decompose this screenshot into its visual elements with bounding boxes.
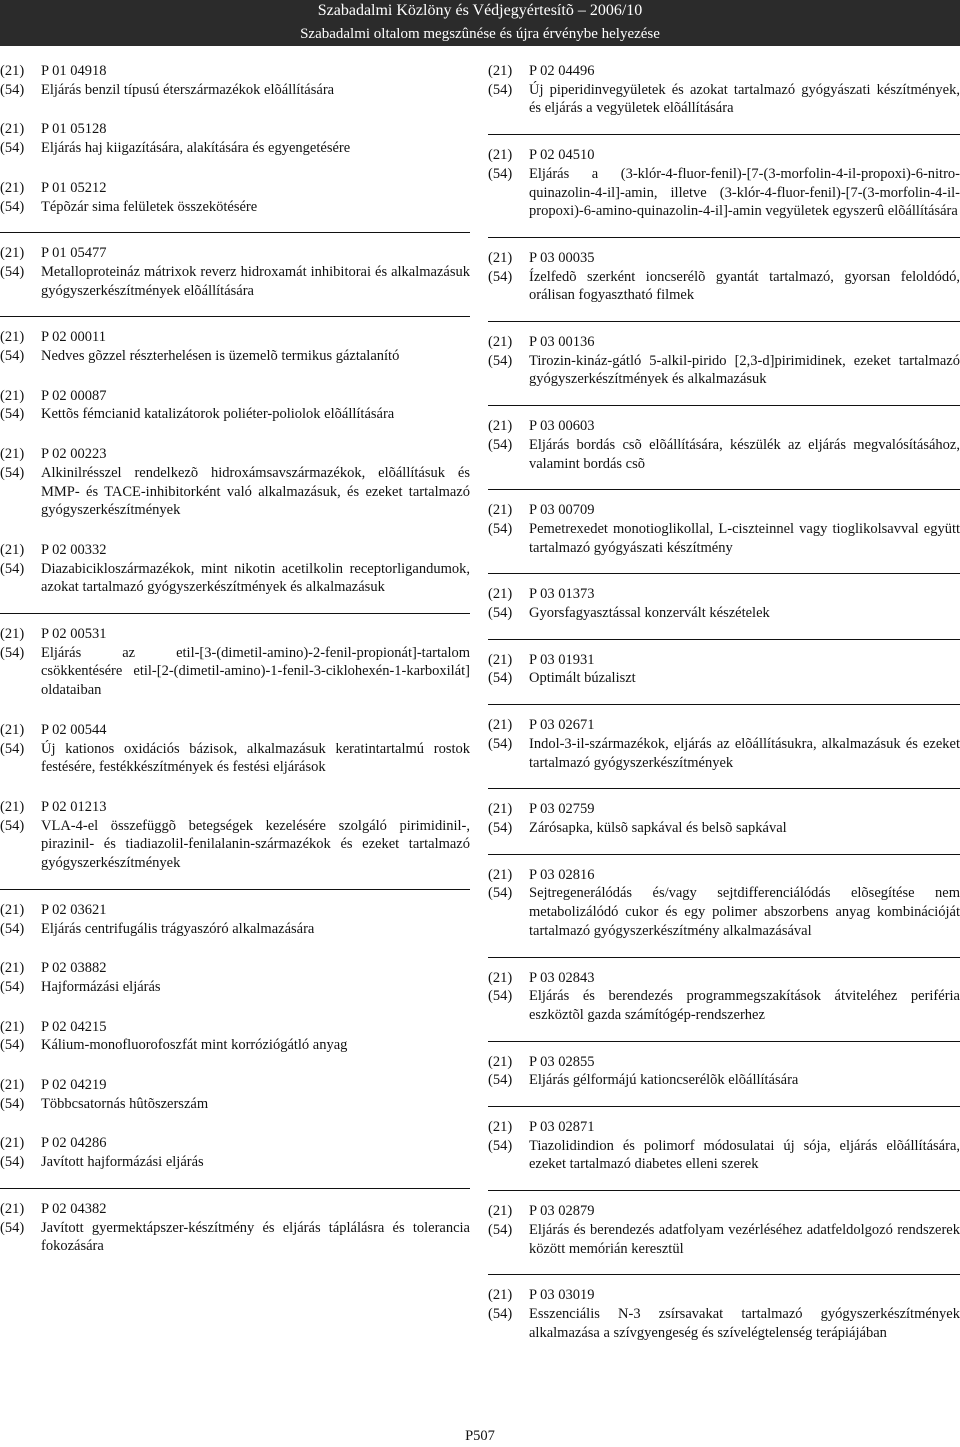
entry-spacer bbox=[0, 938, 470, 959]
inid-code-21: (21) bbox=[0, 329, 25, 346]
application-number: P 02 00223 bbox=[41, 446, 107, 463]
invention-title: Tépõzár sima felületek összekötésére bbox=[41, 198, 258, 215]
inid-code-21: (21) bbox=[488, 969, 513, 986]
application-number-line bbox=[488, 1202, 960, 1221]
invention-title: Zárósapka, külsõ sapkával és belsõ sapkával bbox=[529, 819, 787, 836]
inid-code-21: (21) bbox=[488, 586, 513, 603]
application-number-line bbox=[0, 244, 470, 263]
title-line bbox=[488, 1137, 960, 1174]
patent-entry bbox=[488, 1053, 960, 1090]
inid-code-54: (54) bbox=[0, 1037, 25, 1054]
inid-code-54: (54) bbox=[488, 605, 513, 622]
inid-code-54: (54) bbox=[488, 81, 513, 98]
entry-separator-rule bbox=[488, 704, 960, 705]
application-number: P 02 04510 bbox=[529, 147, 595, 164]
invention-title: Eljárás és berendezés adatfolyam vezérléséhez adatfeldolgozó rendszerek között memórián keresztül bbox=[529, 1221, 960, 1257]
inid-code-21: (21) bbox=[488, 249, 513, 266]
application-number-line bbox=[0, 625, 470, 644]
application-number-line bbox=[488, 1286, 960, 1305]
patent-entry bbox=[0, 1018, 470, 1055]
patent-entry bbox=[0, 1200, 470, 1256]
patent-entry bbox=[488, 146, 960, 221]
invention-title: Optimált búzaliszt bbox=[529, 670, 636, 687]
inid-code-54: (54) bbox=[0, 560, 25, 577]
application-number: P 02 04382 bbox=[41, 1200, 107, 1217]
patent-entry bbox=[0, 798, 470, 873]
application-number-line bbox=[488, 417, 960, 436]
inid-code-21: (21) bbox=[0, 1135, 25, 1152]
application-number-line bbox=[0, 1018, 470, 1037]
inid-code-54: (54) bbox=[488, 885, 513, 902]
patent-entry bbox=[488, 969, 960, 1025]
application-number-line bbox=[488, 800, 960, 819]
entry-separator-rule bbox=[488, 957, 960, 958]
invention-title: Metalloproteináz mátrixok reverz hidroxamát inhibitorai és alkalmazásuk gyógyszerkészítmények elõállítására bbox=[41, 263, 470, 299]
application-number: P 03 00603 bbox=[529, 418, 595, 435]
journal-title: Szabadalmi Közlöny és Védjegyértesítõ – 2006/10 bbox=[0, 0, 960, 22]
application-number: P 02 04219 bbox=[41, 1077, 107, 1094]
inid-code-21: (21) bbox=[0, 626, 25, 643]
inid-code-54: (54) bbox=[488, 1137, 513, 1154]
inid-code-54: (54) bbox=[488, 436, 513, 453]
invention-title: Eljárás az etil-[3-(dimetil-amino)-2-fenil-propionát]-tartalom csökkentésére etil-[2-(dimetil-amino)-1-fenil-3-ciklohexén-1-karboxilát] oldataiban bbox=[41, 644, 470, 699]
application-number: P 02 03621 bbox=[41, 901, 107, 918]
invention-title: Diazabicikloszármazékok, mint nikotin acetilkolin receptorligandumok, azokat tartalmazó gyógyszerkészítmények és alkalmazásuk bbox=[41, 560, 470, 596]
entry-separator-rule bbox=[0, 889, 470, 890]
invention-title: Kettõs fémcianid katalizátorok poliéter-poliolok elõállítására bbox=[41, 406, 395, 423]
application-number: P 02 00011 bbox=[41, 329, 106, 346]
application-number: P 03 02671 bbox=[529, 717, 595, 734]
inid-code-21: (21) bbox=[0, 1200, 25, 1217]
invention-title: Nedves gõzzel részterhelésen is üzemelõ termikus gáztalanító bbox=[41, 348, 400, 365]
entry-spacer bbox=[0, 158, 470, 179]
title-line bbox=[0, 347, 470, 366]
application-number: P 02 00087 bbox=[41, 387, 107, 404]
application-number: P 02 04496 bbox=[529, 63, 595, 79]
invention-title: Gyorsfagyasztással konzervált készételek bbox=[529, 605, 770, 622]
invention-title: Javított hajformázási eljárás bbox=[41, 1154, 204, 1171]
invention-title: Hajformázási eljárás bbox=[41, 978, 161, 995]
application-number: P 03 02879 bbox=[529, 1203, 595, 1220]
application-number: P 03 02855 bbox=[529, 1053, 595, 1070]
inid-code-21: (21) bbox=[488, 502, 513, 519]
application-number-line bbox=[488, 249, 960, 268]
invention-title: Sejtregenerálódás és/vagy sejtdifferenciálódás elõsegítése nem metabolizálódó cukor és egy polimer abszorbens anyag kombinációját tartalmazó gyógyszerkészítmény alkalmazásával bbox=[529, 885, 960, 939]
inid-code-54: (54) bbox=[488, 352, 513, 369]
title-line bbox=[0, 405, 470, 424]
inid-code-54: (54) bbox=[0, 644, 25, 661]
entry-separator-rule bbox=[488, 788, 960, 789]
application-number: P 02 00544 bbox=[41, 721, 107, 738]
application-number-line bbox=[488, 866, 960, 885]
patent-entry bbox=[0, 387, 470, 424]
application-number: P 03 01373 bbox=[529, 586, 595, 603]
application-number: P 01 04918 bbox=[41, 63, 107, 79]
entry-separator-rule bbox=[0, 613, 470, 614]
title-line bbox=[488, 819, 960, 838]
application-number: P 02 00332 bbox=[41, 541, 107, 558]
title-line bbox=[0, 139, 470, 158]
patent-entry bbox=[488, 651, 960, 688]
inid-code-21: (21) bbox=[488, 801, 513, 818]
invention-title: Eljárás a (3-klór-4-fluor-fenil)-[7-(3-morfolin-4-il-propoxi)-6-nitro-quinazolin-4-il]-amin, illetve (3-klór-4-fluor-fenil)-[7-(3-morfolin-4-il-propoxi)-6-amino-quinazolin-4-il]-amin vegyületek egyszerû elõállítására bbox=[529, 165, 960, 220]
invention-title: Alkinilrésszel rendelkezõ hidroxámsavszármazékok, elõállításuk és MMP- és TACE-inhibitorként való alkalmazásuk, és ezeket tartalmazó gyógyszerkészítmények bbox=[41, 464, 470, 519]
patent-entry bbox=[488, 1202, 960, 1258]
application-number-line bbox=[0, 387, 470, 406]
patent-entry bbox=[0, 959, 470, 996]
application-number: P 03 02843 bbox=[529, 969, 595, 986]
entry-separator-rule bbox=[0, 1188, 470, 1189]
entry-separator-rule bbox=[488, 573, 960, 574]
application-number-line bbox=[0, 541, 470, 560]
invention-title: Kálium-monofluorofoszfát mint korróziógátló anyag bbox=[41, 1037, 348, 1054]
title-line bbox=[0, 817, 470, 873]
title-line bbox=[488, 884, 960, 940]
entry-spacer bbox=[0, 997, 470, 1018]
application-number-line bbox=[0, 120, 470, 139]
application-number-line bbox=[0, 798, 470, 817]
invention-title: Többcsatornás hûtõszerszám bbox=[41, 1095, 209, 1112]
patent-entry bbox=[0, 625, 470, 700]
entry-separator-rule bbox=[488, 1274, 960, 1275]
patent-entry bbox=[488, 716, 960, 772]
invention-title: Javított gyermektápszer-készítmény és eljárás táplálásra és tolerancia fokozására bbox=[41, 1219, 470, 1255]
application-number-line bbox=[488, 501, 960, 520]
invention-title: Új piperidinvegyületek és azokat tartalmazó gyógyászati készítmények, és eljárás a vegyületek elõállítására bbox=[529, 81, 960, 117]
invention-title: Esszenciális N-3 zsírsavakat tartalmazó gyógyszerkészítmények alkalmazása a szívgyengeség és szívelégtelenség terápiájában bbox=[529, 1305, 960, 1341]
entry-spacer bbox=[0, 1113, 470, 1134]
inid-code-21: (21) bbox=[488, 63, 513, 79]
application-number: P 01 05212 bbox=[41, 179, 107, 196]
title-line bbox=[488, 735, 960, 772]
inid-code-21: (21) bbox=[0, 121, 25, 138]
inid-code-54: (54) bbox=[0, 348, 25, 365]
application-number: P 01 05477 bbox=[41, 245, 107, 262]
application-number: P 02 00531 bbox=[41, 626, 107, 643]
inid-code-54: (54) bbox=[488, 1305, 513, 1322]
patent-entry bbox=[488, 800, 960, 837]
title-line bbox=[0, 920, 470, 939]
title-line bbox=[488, 1071, 960, 1090]
inid-code-54: (54) bbox=[0, 198, 25, 215]
inid-code-54: (54) bbox=[488, 268, 513, 285]
title-line bbox=[0, 1153, 470, 1172]
application-number: P 03 01931 bbox=[529, 651, 595, 668]
application-number: P 02 04215 bbox=[41, 1018, 107, 1035]
left-column bbox=[0, 62, 470, 1256]
invention-title: Eljárás és berendezés programmegszakítások átviteléhez periféria eszköztõl gazda számítógép-rendszerhez bbox=[529, 988, 960, 1023]
entry-separator-rule bbox=[488, 1041, 960, 1042]
inid-code-21: (21) bbox=[488, 1203, 513, 1220]
entry-separator-rule bbox=[488, 321, 960, 322]
title-line bbox=[0, 1219, 470, 1256]
inid-code-21: (21) bbox=[0, 179, 25, 196]
application-number: P 03 02816 bbox=[529, 866, 595, 883]
inid-code-54: (54) bbox=[0, 81, 25, 98]
invention-title: Tirozin-kináz-gátló 5-alkil-pirido [2,3-d]pirimidinek, ezeket tartalmazó gyógyszerkészítmények és alkalmazásuk bbox=[529, 352, 960, 388]
inid-code-21: (21) bbox=[0, 63, 25, 79]
title-line bbox=[488, 1221, 960, 1258]
inid-code-21: (21) bbox=[0, 1018, 25, 1035]
inid-code-54: (54) bbox=[488, 1221, 513, 1238]
inid-code-21: (21) bbox=[0, 446, 25, 463]
application-number-line bbox=[0, 1200, 470, 1219]
inid-code-21: (21) bbox=[0, 245, 25, 262]
inid-code-54: (54) bbox=[488, 1072, 513, 1089]
application-number: P 03 00709 bbox=[529, 502, 595, 519]
title-line bbox=[0, 198, 470, 217]
invention-title: Ízelfedõ szerként ioncserélõ gyantát tartalmazó, gyorsan feloldódó, orálisan fogyasztható filmek bbox=[529, 268, 960, 304]
title-line bbox=[0, 740, 470, 777]
invention-title: Pemetrexedet monotioglikollal, L-ciszteinnel vagy tioglikolsavval együtt tartalmazó gyógyászati készítmény bbox=[529, 520, 960, 556]
patent-entry bbox=[488, 249, 960, 305]
inid-code-54: (54) bbox=[488, 819, 513, 836]
inid-code-54: (54) bbox=[488, 735, 513, 752]
application-number: P 02 01213 bbox=[41, 798, 107, 815]
inid-code-21: (21) bbox=[488, 1287, 513, 1304]
application-number-line bbox=[488, 1118, 960, 1137]
inid-code-54: (54) bbox=[0, 464, 25, 481]
application-number: P 02 03882 bbox=[41, 960, 107, 977]
entry-separator-rule bbox=[488, 237, 960, 238]
application-number-line bbox=[488, 62, 960, 81]
invention-title: Eljárás centrifugális trágyaszóró alkalmazására bbox=[41, 920, 315, 937]
title-line bbox=[0, 978, 470, 997]
patent-entry bbox=[488, 62, 960, 118]
application-number: P 03 00136 bbox=[529, 334, 595, 351]
patent-entry bbox=[0, 62, 470, 99]
invention-title: Indol-3-il-származékok, eljárás az elõállításukra, alkalmazásuk és ezeket tartalmazó gyógyszerkészítmények bbox=[529, 735, 960, 771]
title-line bbox=[488, 604, 960, 623]
application-number: P 01 05128 bbox=[41, 121, 107, 138]
inid-code-21: (21) bbox=[488, 334, 513, 351]
patent-entry bbox=[0, 1076, 470, 1113]
application-number: P 03 00035 bbox=[529, 249, 595, 266]
patent-entry bbox=[0, 244, 470, 300]
invention-title: Eljárás benzil típusú éterszármazékok elõállítására bbox=[41, 81, 335, 98]
application-number-line bbox=[488, 716, 960, 735]
title-line bbox=[488, 669, 960, 688]
inid-code-21: (21) bbox=[488, 651, 513, 668]
inid-code-54: (54) bbox=[0, 920, 25, 937]
page-number: P507 bbox=[465, 1428, 495, 1444]
inid-code-54: (54) bbox=[0, 1219, 25, 1236]
inid-code-54: (54) bbox=[0, 740, 25, 757]
entry-separator-rule bbox=[0, 232, 470, 233]
inid-code-21: (21) bbox=[0, 798, 25, 815]
inid-code-54: (54) bbox=[488, 165, 513, 182]
inid-code-54: (54) bbox=[488, 988, 513, 1005]
title-line bbox=[488, 436, 960, 473]
title-line bbox=[0, 560, 470, 597]
inid-code-21: (21) bbox=[0, 1077, 25, 1094]
title-line bbox=[0, 464, 470, 520]
inid-code-21: (21) bbox=[488, 418, 513, 435]
invention-title: Eljárás gélformájú kationcserélõk elõállítására bbox=[529, 1072, 799, 1089]
title-line bbox=[0, 644, 470, 700]
invention-title: Tiazolidindion és polimorf módosulatai új sója, eljárás elõállítására, ezeket tartalmazó diabetes elleni szerek bbox=[529, 1137, 960, 1173]
inid-code-21: (21) bbox=[488, 147, 513, 164]
title-line bbox=[0, 1095, 470, 1114]
application-number: P 03 02871 bbox=[529, 1119, 595, 1136]
application-number: P 02 04286 bbox=[41, 1135, 107, 1152]
patent-entry bbox=[488, 1286, 960, 1342]
inid-code-21: (21) bbox=[0, 960, 25, 977]
application-number-line bbox=[488, 651, 960, 670]
application-number-line bbox=[0, 62, 470, 81]
application-number-line bbox=[488, 333, 960, 352]
application-number: P 03 03019 bbox=[529, 1287, 595, 1304]
entry-spacer bbox=[0, 366, 470, 387]
application-number-line bbox=[488, 1053, 960, 1072]
inid-code-54: (54) bbox=[0, 263, 25, 280]
inid-code-21: (21) bbox=[0, 901, 25, 918]
entry-separator-rule bbox=[488, 489, 960, 490]
patent-entry bbox=[0, 445, 470, 520]
patent-entry bbox=[488, 1118, 960, 1174]
inid-code-54: (54) bbox=[0, 1154, 25, 1171]
title-line bbox=[488, 987, 960, 1024]
application-number-line bbox=[0, 1076, 470, 1095]
entry-separator-rule bbox=[488, 854, 960, 855]
invention-title: Új kationos oxidációs bázisok, alkalmazásuk keratintartalmú rostok festésére, festékkészítmények és festési eljárások bbox=[41, 740, 470, 776]
invention-title: VLA-4-el összefüggõ betegségek kezelésére szolgáló pirimidinil-, pirazinil- és tiadiazolil-fenilalanin-származékok és ezeket tartalmazó gyógyszerkészítmények bbox=[41, 817, 470, 872]
inid-code-21: (21) bbox=[0, 721, 25, 738]
title-line bbox=[0, 263, 470, 300]
entry-spacer bbox=[0, 1055, 470, 1076]
right-column bbox=[488, 62, 960, 1342]
entry-spacer bbox=[0, 99, 470, 120]
inid-code-54: (54) bbox=[0, 140, 25, 157]
inid-code-21: (21) bbox=[0, 387, 25, 404]
entry-separator-rule bbox=[488, 1190, 960, 1191]
title-line bbox=[488, 81, 960, 118]
application-number-line bbox=[0, 328, 470, 347]
patent-entry bbox=[0, 541, 470, 597]
inid-code-54: (54) bbox=[0, 406, 25, 423]
inid-code-21: (21) bbox=[488, 1053, 513, 1070]
application-number-line bbox=[0, 445, 470, 464]
application-number-line bbox=[488, 146, 960, 165]
patent-entry bbox=[0, 901, 470, 938]
patent-entry bbox=[488, 417, 960, 473]
patent-entry bbox=[488, 866, 960, 941]
entry-separator-rule bbox=[488, 639, 960, 640]
title-line bbox=[488, 268, 960, 305]
inid-code-54: (54) bbox=[488, 520, 513, 537]
patent-entry bbox=[0, 1134, 470, 1171]
application-number-line bbox=[0, 179, 470, 198]
patent-entry bbox=[0, 328, 470, 365]
title-line bbox=[488, 352, 960, 389]
entry-spacer bbox=[0, 777, 470, 798]
patent-entry bbox=[0, 179, 470, 216]
section-title: Szabadalmi oltalom megszûnése és újra érvénybe helyezése bbox=[0, 22, 960, 46]
inid-code-54: (54) bbox=[0, 817, 25, 834]
title-line bbox=[0, 1036, 470, 1055]
inid-code-21: (21) bbox=[488, 717, 513, 734]
application-number-line bbox=[0, 959, 470, 978]
inid-code-21: (21) bbox=[488, 1119, 513, 1136]
inid-code-54: (54) bbox=[0, 978, 25, 995]
invention-title: Eljárás haj kiigazítására, alakítására és egyengetésére bbox=[41, 140, 351, 157]
patent-entry bbox=[488, 501, 960, 557]
entry-spacer bbox=[0, 520, 470, 541]
inid-code-54: (54) bbox=[488, 670, 513, 687]
inid-code-21: (21) bbox=[488, 866, 513, 883]
application-number: P 03 02759 bbox=[529, 801, 595, 818]
title-line bbox=[488, 1305, 960, 1342]
entry-spacer bbox=[0, 424, 470, 445]
application-number-line bbox=[0, 901, 470, 920]
inid-code-21: (21) bbox=[0, 541, 25, 558]
application-number-line bbox=[0, 721, 470, 740]
patent-entry bbox=[488, 585, 960, 622]
patent-entry bbox=[0, 721, 470, 777]
entry-separator-rule bbox=[488, 1106, 960, 1107]
title-line bbox=[488, 520, 960, 557]
application-number-line bbox=[488, 969, 960, 988]
title-line bbox=[488, 165, 960, 221]
application-number-line bbox=[488, 585, 960, 604]
entry-separator-rule bbox=[488, 405, 960, 406]
application-number-line bbox=[0, 1134, 470, 1153]
patent-entry bbox=[488, 333, 960, 389]
entry-separator-rule bbox=[488, 134, 960, 135]
patent-entry bbox=[0, 120, 470, 157]
invention-title: Eljárás bordás csõ elõállítására, készülék az eljárás megvalósításához, valamint bordás csõ bbox=[529, 436, 960, 472]
title-line bbox=[0, 81, 470, 100]
entry-separator-rule bbox=[0, 316, 470, 317]
inid-code-54: (54) bbox=[0, 1095, 25, 1112]
entry-spacer bbox=[0, 700, 470, 721]
